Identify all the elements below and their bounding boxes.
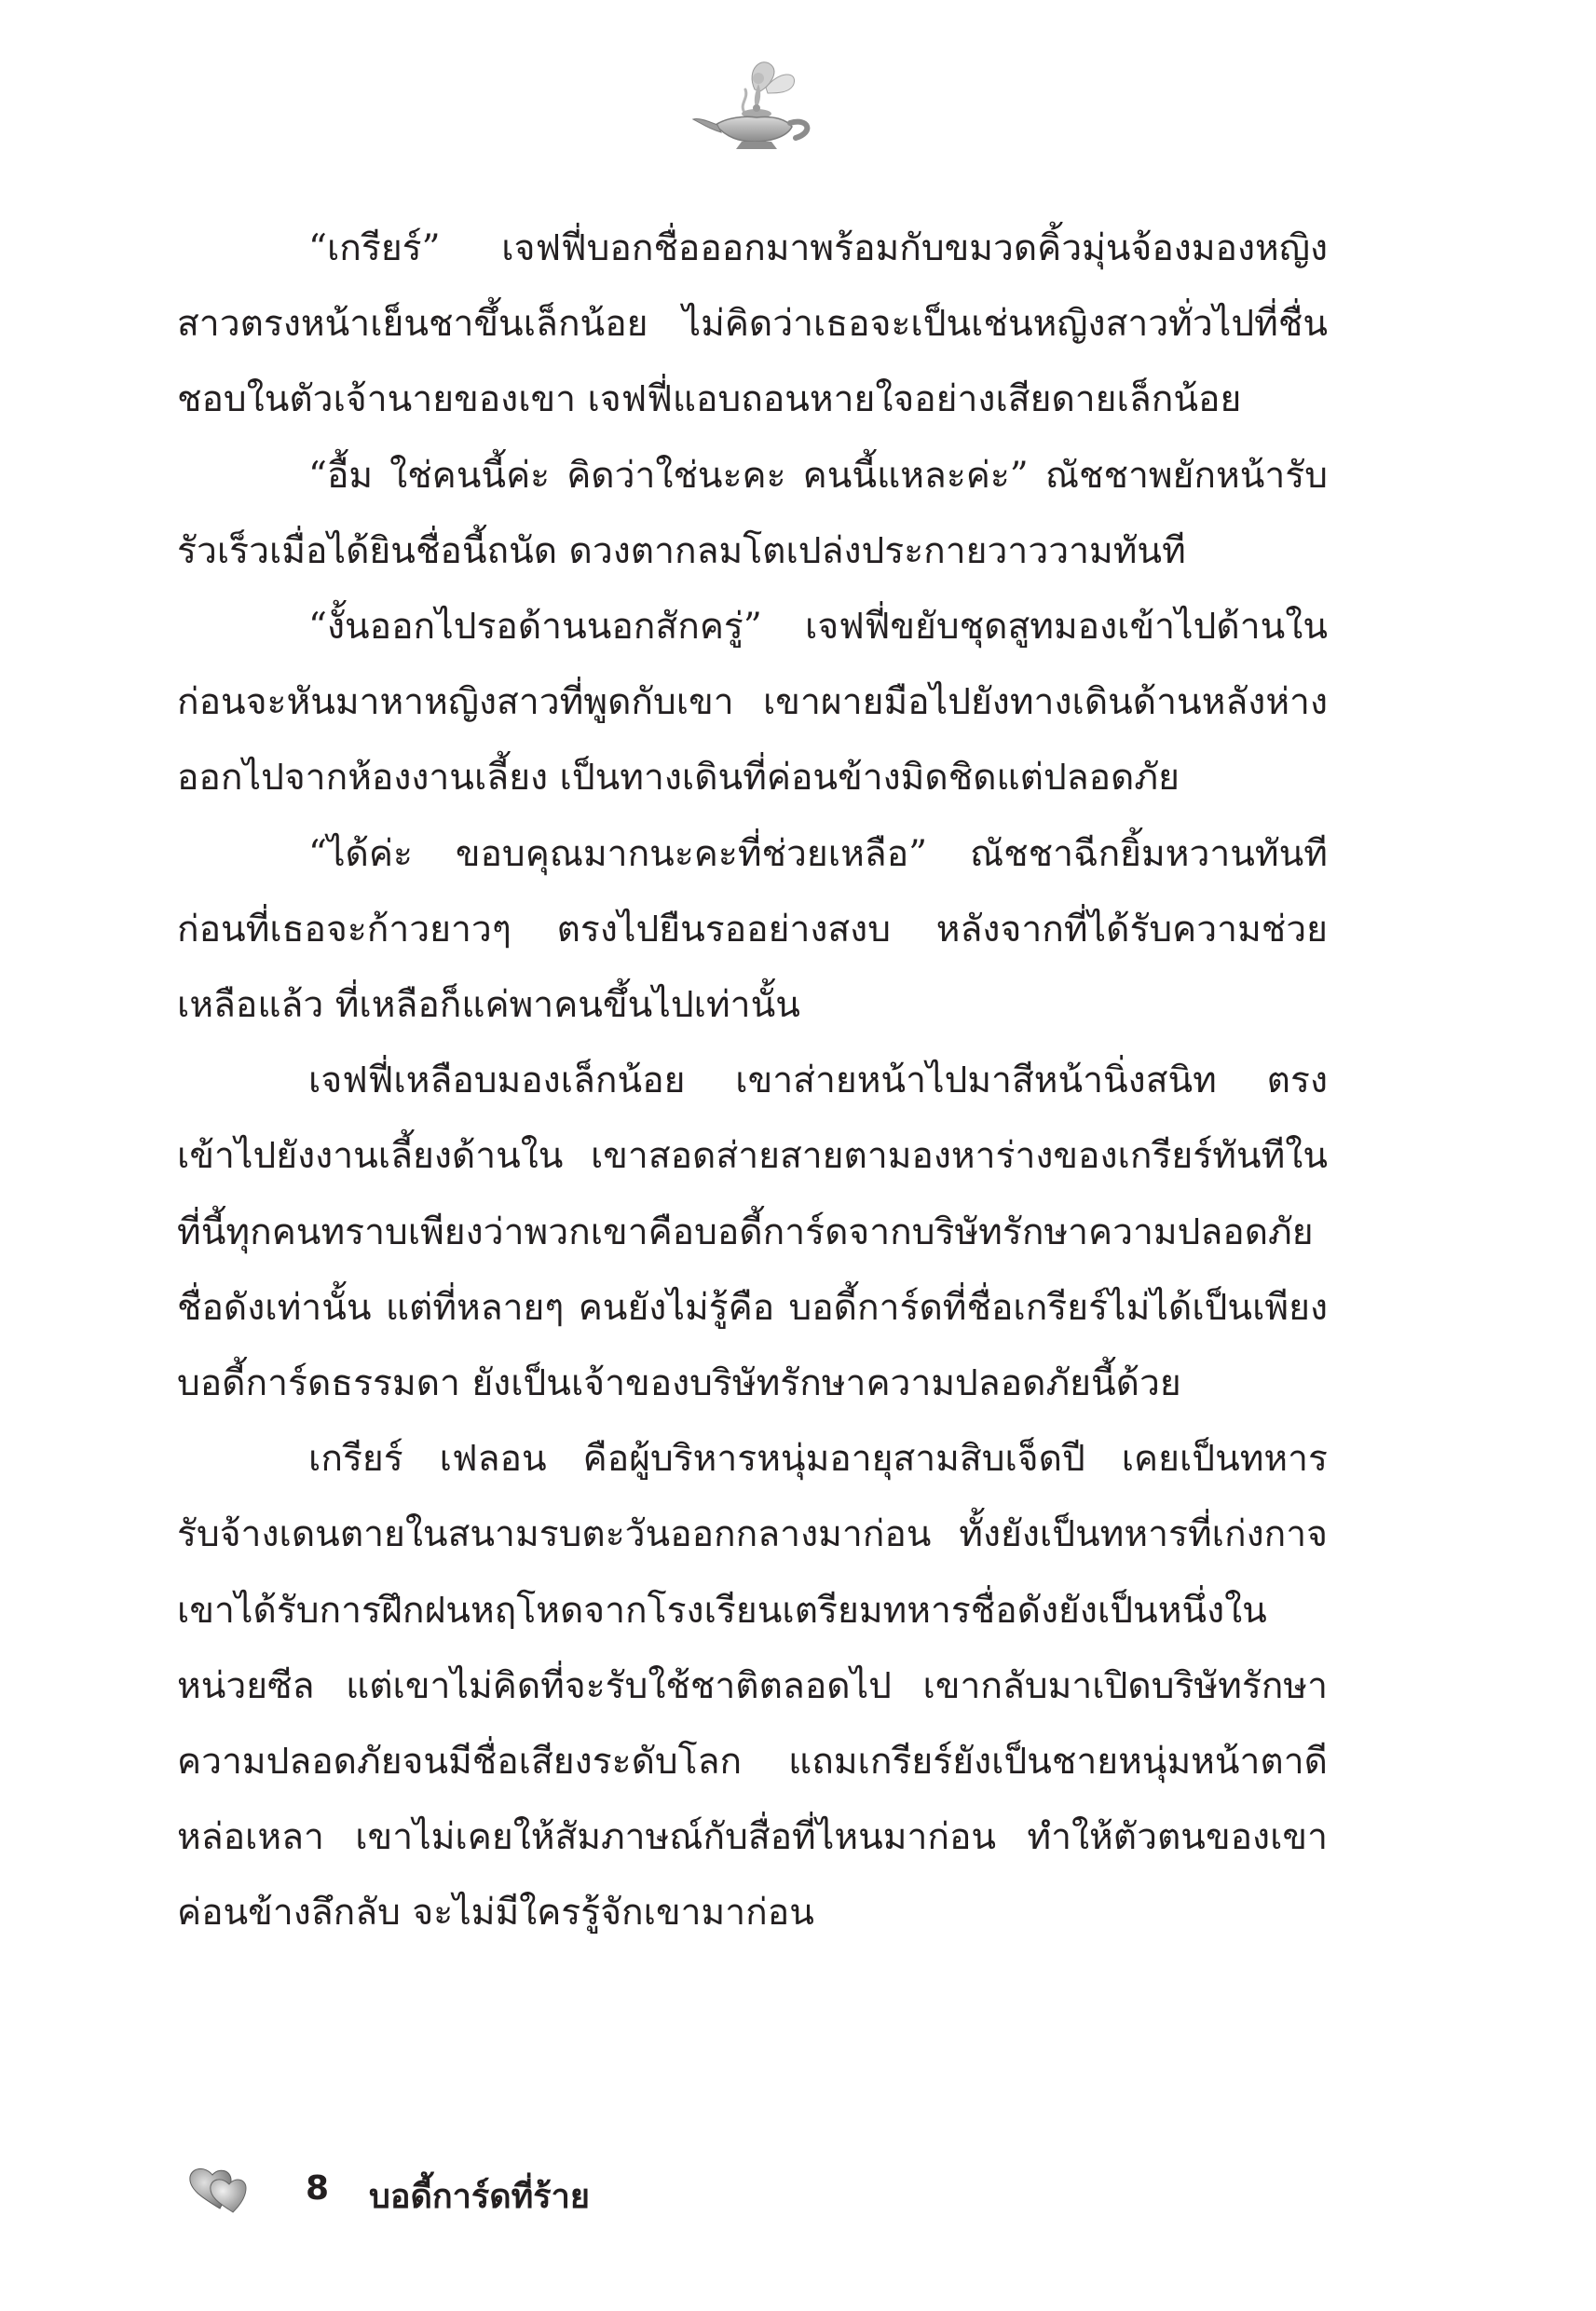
page-footer: [177, 2160, 829, 2216]
paragraph: เจฟฟี่เหลือบมองเล็กน้อย เขาส่ายหน้าไปมาสีหน้านิ่งสนิท ตรงเข้าไปยังงานเลี้ยงด้านใน เขาสอดส่ายสายตามองหาร่างของเกรียร์ทันทีในที่นี้ทุกคนทราบเพียงว่าพวกเขาคือบอดี้การ์ดจากบริษัทรักษาความปลอดภัยชื่อดังเท่านั้น แต่ที่หลายๆ คนยังไม่รู้คือ บอดี้การ์ดที่ชื่อเกรียร์ไม่ได้เป็นเพียงบอดี้การ์ดธรรมดา ยังเป็นเจ้าของบริษัทรักษาความปลอดภัยนี้ด้วย: [177, 1060, 1328, 1405]
body-text: [177, 211, 1328, 1951]
hearts-icon: [177, 2160, 263, 2216]
paragraph: “เกรียร์” เจฟฟี่บอกชื่อออกมาพร้อมกับขมวดคิ้วมุ่นจ้องมองหญิงสาวตรงหน้าเย็นชาขึ้นเล็กน้อย ไม่คิดว่าเธอจะเป็นเช่นหญิงสาวทั่วไปที่ชื่นชอบในตัวเจ้านายของเขา เจฟฟี่แอบถอนหายใจอย่างเสียดายเล็กน้อย: [177, 227, 1328, 421]
lamp-fairy-icon: [689, 52, 829, 155]
paragraph: “อื้ม ใช่คนนี้ค่ะ คิดว่าใช่นะคะ คนนี้แหละค่ะ” ณัชชาพยักหน้ารับรัวเร็วเมื่อได้ยินชื่อนี้ถนัด ดวงตากลมโตเปล่งประกายวาววามทันที: [177, 454, 1328, 572]
paragraph: เกรียร์ เฟลอน คือผู้บริหารหนุ่มอายุสามสิบเจ็ดปี เคยเป็นทหารรับจ้างเดนตายในสนามรบตะวันออกกลางมาก่อน ทั้งยังเป็นทหารที่เก่งกาจ เขาได้รับการฝึกฝนหฤโหดจากโรงเรียนเตรียมทหารชื่อดังยังเป็นหนึ่งในหน่วยซีล แต่เขาไม่คิดที่จะรับใช้ชาติตลอดไป เขากลับมาเปิดบริษัทรักษาความปลอดภัยจนมีชื่อเสียงระดับโลก แถมเกรียร์ยังเป็นชายหนุ่มหน้าตาดีหล่อเหลา เขาไม่เคยให้สัมภาษณ์กับสื่อที่ไหนมาก่อน ทำให้ตัวตนของเขาค่อนข้างลึกลับ จะไม่มีใครรู้จักเขามาก่อน: [177, 1438, 1328, 1935]
book-title: บอดี้การ์ดที่ร้าย: [369, 2178, 590, 2216]
paragraph: “ได้ค่ะ ขอบคุณมากนะคะที่ช่วยเหลือ” ณัชชาฉีกยิ้มหวานทันทีก่อนที่เธอจะก้าวยาวๆ ตรงไปยืนรออย่างสงบ หลังจากที่ได้รับความช่วยเหลือแล้ว ที่เหลือก็แค่พาคนขึ้นไปเท่านั้น: [177, 832, 1328, 1027]
page-number: 8: [306, 2169, 330, 2208]
paragraph: “งั้นออกไปรอด้านนอกสักครู่” เจฟฟี่ขยับชุดสูทมองเข้าไปด้านในก่อนจะหันมาหาหญิงสาวที่พูดกับเขา เขาผายมือไปยังทางเดินด้านหลังห่างออกไปจากห้องงานเลี้ยง เป็นทางเดินที่ค่อนข้างมิดชิดแต่ปลอดภัย: [177, 606, 1328, 800]
